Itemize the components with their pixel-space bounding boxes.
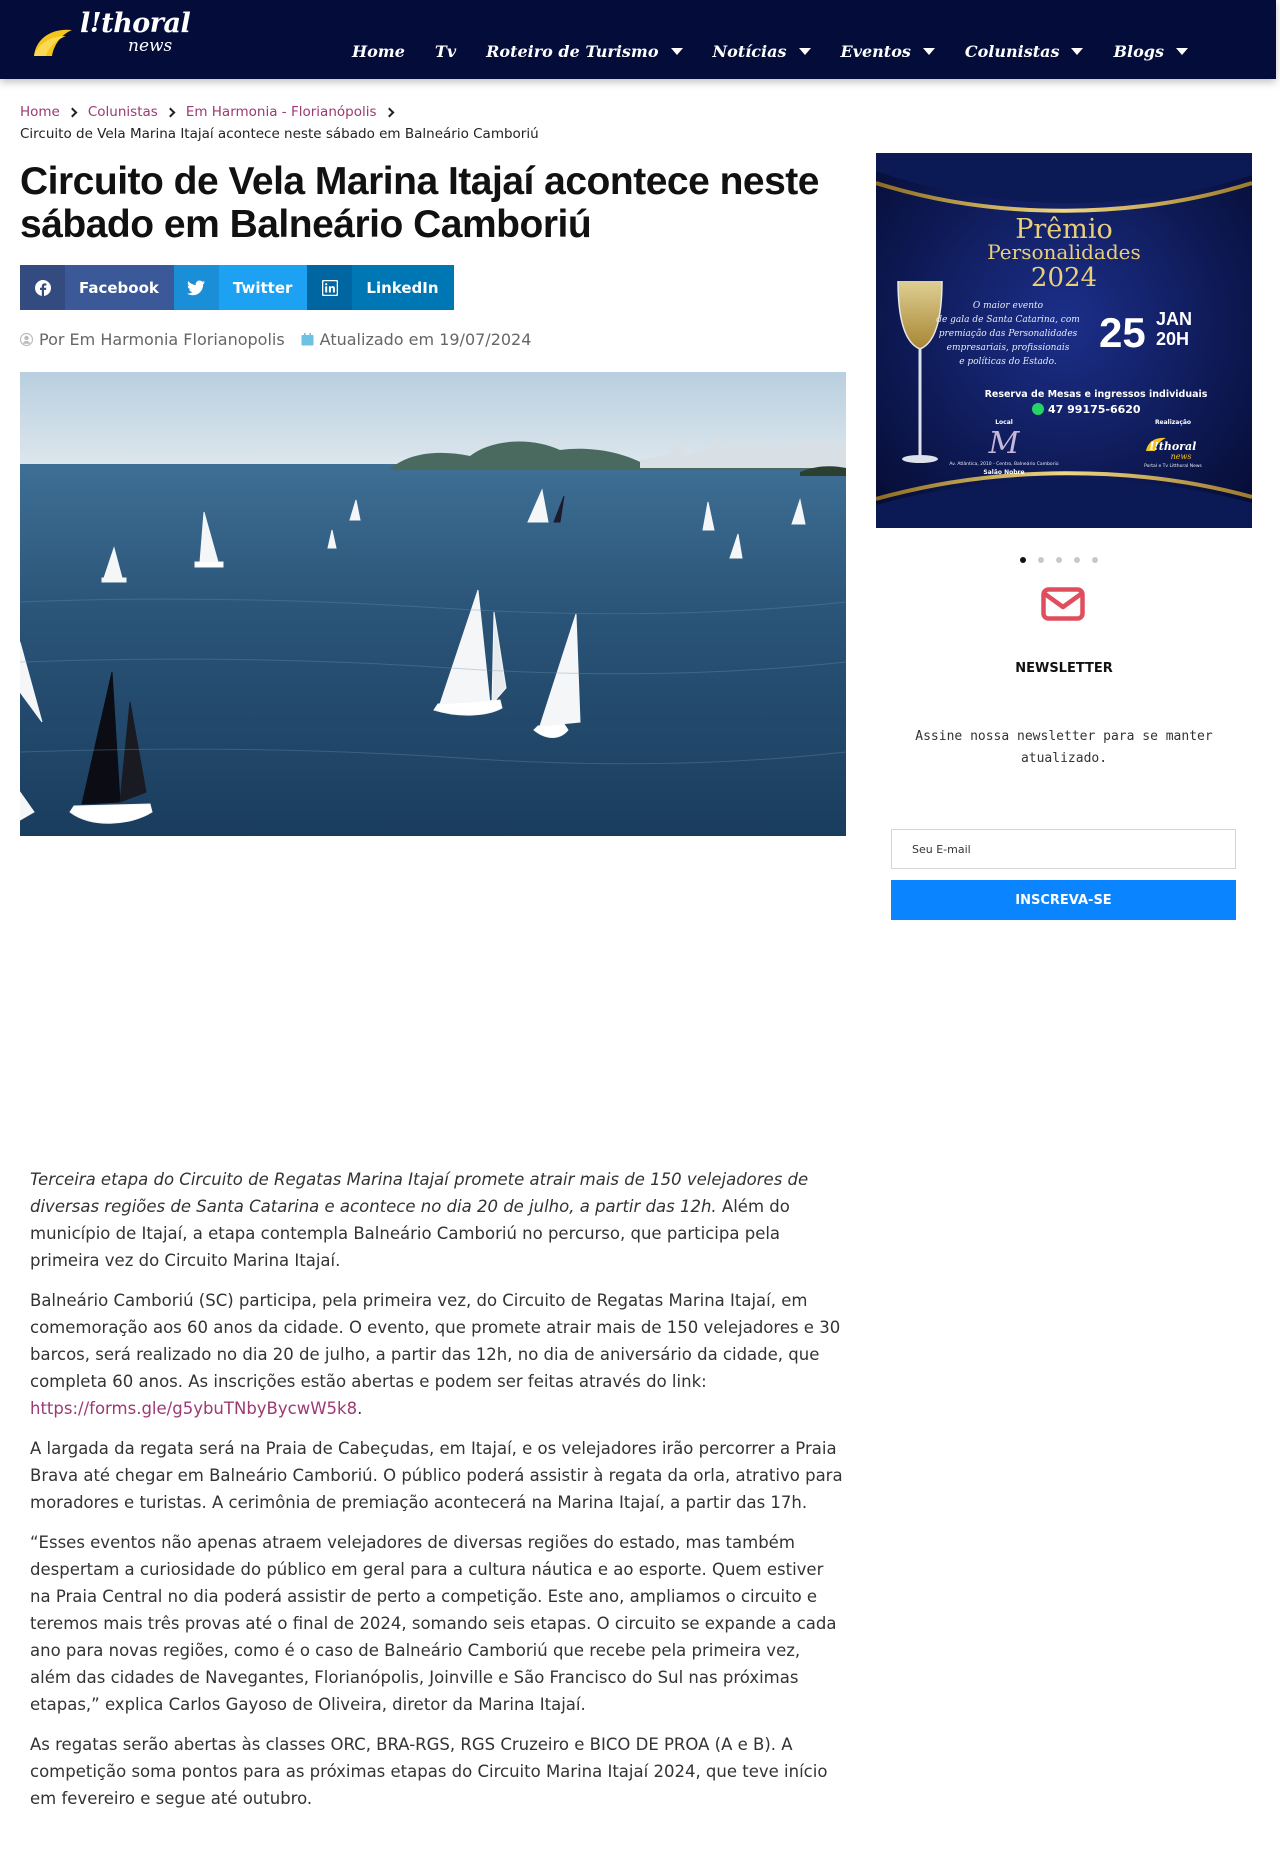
breadcrumb-current: Circuito de Vela Marina Itajaí acontece neste sábado em Balneário Camboriú [20, 126, 539, 142]
ad-banner-premio-personalidades[interactable] [876, 153, 1252, 528]
caret-down-icon [799, 48, 811, 55]
newsletter-subscribe-button[interactable]: INSCREVA-SE [891, 880, 1236, 920]
article-paragraph-3: A largada da regata será na Praia de Cabeçudas, em Itajaí, e os velejadores irão percorrer a Praia Brava até chegar em Balneário Camboriú. O público poderá assistir à regata da orla, atrativo para moradores e turistas. A cerimônia de premiação acontecerá na Marina Itajaí, a partir das 17h. [30, 1439, 843, 1512]
nav-blogs-label: Blogs [1113, 41, 1164, 61]
newsletter-email-input[interactable] [891, 829, 1236, 869]
banner-phone: 47 99175-6620 [1048, 403, 1141, 416]
site-logo[interactable] [32, 8, 192, 60]
banner-script-line: e políticas do Estado. [959, 357, 1057, 367]
carousel-dot-2[interactable] [1038, 557, 1044, 563]
banner-date-month: JAN [1156, 309, 1193, 329]
nav-roteiro-de-turismo[interactable] [486, 42, 682, 61]
carousel-dot-5[interactable] [1092, 557, 1098, 563]
breadcrumb-em-harmonia[interactable]: Em Harmonia - Florianópolis [185, 104, 377, 120]
share-facebook-button[interactable] [20, 265, 174, 310]
banner-org-title: l!thoral [1149, 440, 1197, 453]
venue-monogram-logo: M [988, 426, 1020, 461]
banner-script-line: de gala de Santa Catarina, com [936, 315, 1080, 325]
nav-eventos-label: Eventos [840, 41, 911, 61]
banner-script-line: O maior evento [972, 301, 1044, 311]
carousel-dot-3[interactable] [1056, 557, 1062, 563]
share-twitter-button[interactable] [174, 265, 308, 310]
updated-date: Atualizado em 19/07/2024 [319, 330, 532, 349]
article-meta [20, 330, 547, 349]
share-linkedin-label: LinkedIn [352, 265, 453, 310]
banner-reserve-text: Reserva de Mesas e ingressos individuais [984, 389, 1208, 400]
newsletter-title: NEWSLETTER [1015, 661, 1113, 676]
nav-roteiro-label: Roteiro de Turismo [486, 41, 659, 61]
chevron-right-icon [165, 107, 175, 117]
logo-title: l!thoral [80, 8, 191, 39]
nav-noticias-label: Notícias [712, 41, 787, 61]
carousel-dot-4[interactable] [1074, 557, 1080, 563]
page-title: Circuito de Vela Marina Itajaí acontece neste sábado em Balneário Camboriú [20, 160, 819, 246]
whatsapp-icon [1032, 403, 1044, 415]
breadcrumb-colunistas[interactable]: Colunistas [87, 104, 158, 120]
carousel-dot-1[interactable] [1020, 557, 1026, 563]
share-twitter-label: Twitter [219, 265, 308, 310]
caret-down-icon [1071, 48, 1083, 55]
article-p2-end: . [357, 1399, 363, 1418]
nav-tv-label: Tv [434, 41, 457, 61]
twitter-bird-icon [174, 265, 219, 310]
nav-tv[interactable] [435, 42, 456, 61]
facebook-icon [20, 265, 65, 310]
article-p2-text: Balneário Camboriú (SC) participa, pela primeira vez, do Circuito de Regatas Marina Itajaí, em comemoração aos 60 anos da cidade. O evento, que promete atrair mais de 150 velejadores e 30 barcos, será realizado no dia 20 de julho, a partir das 12h, no dia de aniversário da cidade, que completa 60 anos. As inscrições estão abertas e podem ser feitas através do link: [30, 1291, 841, 1391]
article-paragraph-5: As regatas serão abertas às classes ORC, BRA-RGS, RGS Cruzeiro e BICO DE PROA (A e B). A competição soma pontos para as próximas etapas do Circuito Marina Itajaí 2024, que teve início em fevereiro e segue até outubro. [30, 1735, 828, 1808]
banner-venue-name: Salão Nobre [983, 469, 1025, 476]
banner-year: 2024 [1030, 263, 1098, 293]
banner-venue-address: Av. Atlântica, 2010 - Centro, Balneário Camboriú [949, 462, 1059, 467]
banner-org-line: Portal e Tv Litthoral News [1144, 464, 1202, 469]
banner-script-line: premiação das Personalidades [938, 329, 1078, 339]
user-icon [20, 333, 33, 346]
article-body [30, 1166, 846, 1825]
nav-blogs[interactable] [1113, 42, 1187, 61]
calendar-icon [301, 333, 314, 346]
nav-colunistas[interactable] [965, 42, 1084, 61]
banner-date-day: 25 [1099, 309, 1146, 356]
article-hero-image [20, 372, 846, 836]
article-paragraph-1 [30, 1166, 846, 1274]
nav-noticias[interactable] [713, 42, 811, 61]
caret-down-icon [923, 48, 935, 55]
banner-title-2: Personalidades [987, 240, 1141, 264]
article-lead-italic: Terceira etapa do Circuito de Regatas Marina Itajaí promete atrair mais de 150 velejadores de diversas regiões de Santa Catarina e acontece no dia 20 de julho, a partir das 12h. [30, 1170, 809, 1216]
nav-colunistas-label: Colunistas [964, 41, 1060, 61]
nav-eventos[interactable] [841, 42, 935, 61]
chevron-right-icon [67, 107, 77, 117]
nav-home-label: Home [352, 41, 405, 61]
banner-date-time: 20H [1156, 329, 1190, 349]
author-meta [20, 330, 285, 349]
carousel-dots [1020, 557, 1110, 563]
logo-subtitle: news [128, 36, 173, 56]
article-lead-rest: Além do município de Itajaí, a etapa contempla Balneário Camboriú no percurso, que participa pela primeira vez do Circuito Marina Itajaí. [30, 1197, 790, 1270]
banner-realizacao-label: Realização [1154, 419, 1192, 426]
newsletter-description: Assine nossa newsletter para se manter atualizado. [915, 729, 1213, 766]
banner-script-line: empresariais, profissionais [946, 343, 1070, 353]
envelope-icon [1041, 587, 1085, 621]
banner-title-1: Prêmio [1015, 214, 1113, 245]
article-paragraph-2 [30, 1287, 846, 1422]
linkedin-icon [307, 265, 352, 310]
author-name[interactable]: Por Em Harmonia Florianopolis [39, 330, 285, 349]
banner-org-sub: news [1170, 452, 1192, 461]
nav-home[interactable] [352, 42, 405, 61]
breadcrumb-home[interactable]: Home [20, 104, 60, 120]
article-paragraph-4: “Esses eventos não apenas atraem velejadores de diversas regiões do estado, mas também despertam a curiosidade do público em geral para a cultura náutica e ao esporte. Quem estiver na Praia Central no dia poderá assistir de perto a competição. Este ano, ampliamos o circuito e teremos mais três provas até o final de 2024, somando seis etapas. O circuito se expande a cada ano para novas regiões, como é o caso de Balneário Camboriú que recebe pela primeira vez, além das cidades de Navegantes, Florianópolis, Joinville e São Francisco do Sul nas próximas etapas,” explica Carlos Gayoso de Oliveira, diretor da Marina Itajaí. [30, 1533, 837, 1714]
chevron-right-icon [384, 107, 394, 117]
site-header [0, 0, 1276, 79]
breadcrumb [20, 104, 405, 120]
caret-down-icon [1176, 48, 1188, 55]
share-facebook-label: Facebook [65, 265, 174, 310]
updated-meta [301, 330, 532, 349]
share-buttons [20, 265, 454, 310]
share-linkedin-button[interactable] [307, 265, 453, 310]
caret-down-icon [671, 48, 683, 55]
banner-local-label: Local [995, 419, 1013, 426]
main-nav [352, 33, 1218, 69]
registration-link[interactable]: https://forms.gle/g5ybuTNbyBycwW5k8 [30, 1399, 358, 1418]
